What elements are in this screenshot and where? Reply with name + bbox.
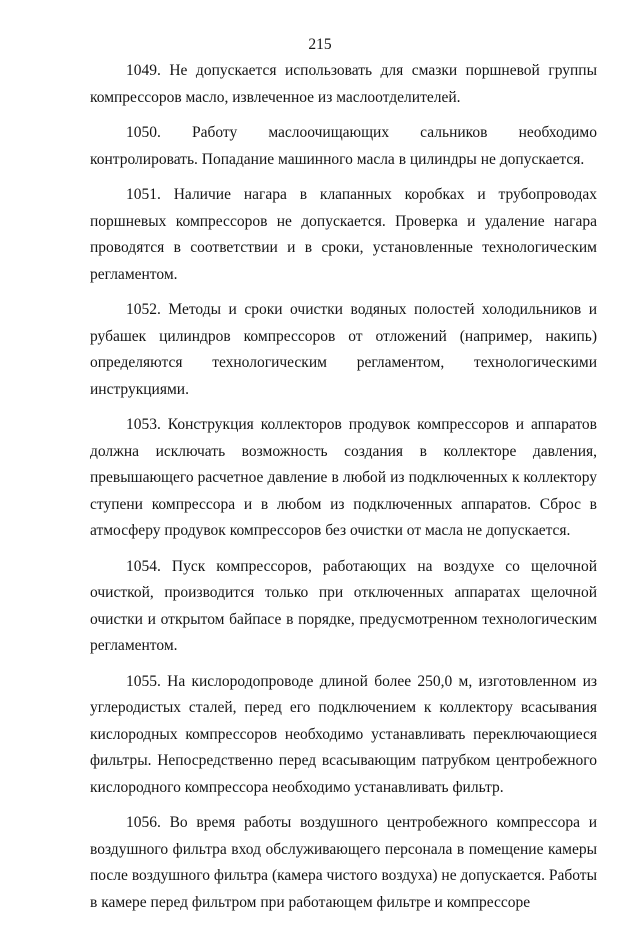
paragraph-1051: 1051. Наличие нагара в клапанных коробках и трубопроводах поршневых компрессоров не допускается. Проверка и удаление нагара проводятся в соответствии и в сроки, установленные технологическим регламентом. xyxy=(90,186,597,283)
paragraph-1053: 1053. Конструкция коллекторов продувок компрессоров и аппаратов должна исключать возможность создания в коллекторе давления, превышающего расчетное давление в любой из подключенных к коллектору ступени компрессора и в любом из подключенных аппаратов. Сброс в атмосферу продувок компрессоров без очистки от масла не допускается. xyxy=(90,416,597,539)
paragraph-1050: 1050. Работу маслоочищающих сальников необходимо контролировать. Попадание машинного масла в цилиндры не допускается. xyxy=(90,124,597,168)
page-number: 215 xyxy=(308,36,332,53)
paragraph-1056: 1056. Во время работы воздушного центробежного компрессора и воздушного фильтра вход обслуживающего персонала в помещение камеры после воздушного фильтра (камера чистого воздуха) не допускается. Работы в камере перед фильтром при работающем фильтре и компрессоре xyxy=(90,814,597,911)
paragraph-1049: 1049. Не допускается использовать для смазки поршневой группы компрессоров масло, извлеченное из маслоотделителей. xyxy=(90,62,597,106)
paragraph-1052: 1052. Методы и сроки очистки водяных полостей холодильников и рубашек цилиндров компрессоров от отложений (например, накипь) определяются технологическим регламентом, технологическими инструкциями. xyxy=(90,301,597,398)
paragraph-1055: 1055. На кислородопроводе длиной более 250,0 м, изготовленном из углеродистых сталей, перед его подключением к коллектору всасывания кислородных компрессоров необходимо устанавливать переключающиеся фильтры. Непосредственно перед всасывающим патрубком центробежного кислородного компрессора необходимо устанавливать фильтр. xyxy=(90,672,597,796)
paragraph-1054: 1054. Пуск компрессоров, работающих на воздухе со щелочной очисткой, производится только при отключенных аппаратах щелочной очистки и открытом байпасе в порядке, предусмотренном технологическим регламентом. xyxy=(90,557,597,654)
document-body xyxy=(90,58,597,925)
